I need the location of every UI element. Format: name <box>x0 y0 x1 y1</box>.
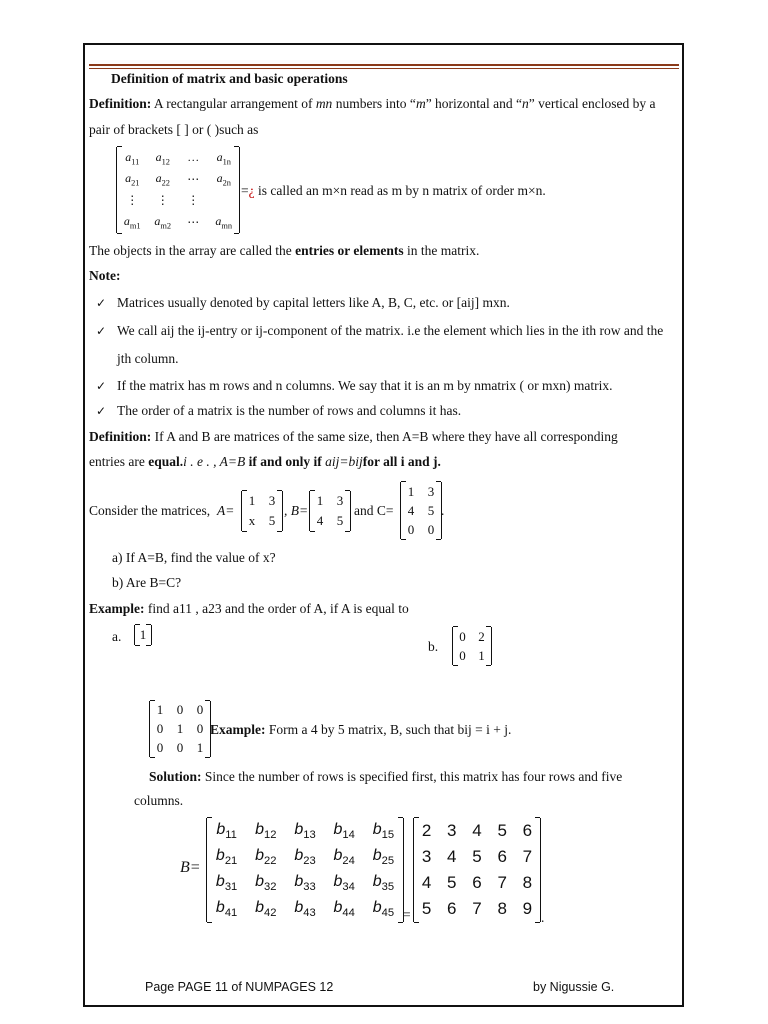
matrix-cell: $b_{31}$ <box>215 872 238 894</box>
definition-n: n <box>522 96 529 111</box>
b-equals: = <box>403 907 411 922</box>
solution-line-1 <box>149 769 622 785</box>
matrix-cell: $a_{11}$ <box>125 149 140 166</box>
matrix-cell: 6 <box>472 873 482 892</box>
general-matrix-caption <box>241 183 546 199</box>
definition-2-line-1 <box>89 429 618 445</box>
definition-2-label: Definition: <box>89 429 152 444</box>
matrix-cell: 6 <box>522 821 533 840</box>
checkmark-icon: ✓ <box>96 296 107 310</box>
definition-text-2: numbers into “ <box>335 96 416 111</box>
definition-2-line-2 <box>89 454 441 470</box>
matrix-cell: 0 <box>176 739 184 755</box>
matrix-cell: 5 <box>497 821 507 840</box>
b-period: . <box>541 910 545 925</box>
matrix-cell: 5 <box>421 899 432 918</box>
note-item-1: Matrices usually denoted by capital letters like A, B, C, etc. or [aij] mxn. <box>117 295 510 310</box>
matrix-cell: $b_{44}$ <box>333 898 355 920</box>
def2-end: i and j. <box>400 454 441 469</box>
matrix-c <box>400 482 445 539</box>
question-a: a) If A=B, find the value of x? <box>112 550 276 565</box>
part-a-matrix <box>134 625 152 645</box>
example-2-text: Form a 4 by 5 matrix, B, such that bij = i + j. <box>268 722 512 737</box>
def2-bold: equal. <box>148 454 184 469</box>
checkmark-icon: ✓ <box>96 379 107 393</box>
matrix-cell: 1 <box>176 720 184 736</box>
part-b-label: b. <box>428 639 439 654</box>
example-1-label: Example: <box>89 601 145 616</box>
matrix-cell: 7 <box>472 899 482 918</box>
matrix-cell: $b_{13}$ <box>294 820 316 842</box>
matrix-cell: 0 <box>176 702 184 718</box>
matrix-cell: 5 <box>427 502 435 518</box>
matrix-a <box>241 491 283 531</box>
def2-bold3: for all <box>362 454 398 469</box>
matrix-cell: 6 <box>497 847 507 866</box>
matrix-b <box>309 491 351 531</box>
matrix-cell: 8 <box>497 899 507 918</box>
matrix-cell: 5 <box>447 873 457 892</box>
part-a-label: a. <box>112 629 122 644</box>
matrix-cell: $a_{m1}$ <box>123 214 141 231</box>
matrix-cell: 7 <box>497 873 507 892</box>
and-c-label: and C= <box>354 503 394 518</box>
matrix-cell: 1 <box>196 739 204 755</box>
matrix-caption-text: is called an m×n read as m by n matrix of order m×n. <box>258 183 546 198</box>
matrix-cell: ⋮ <box>156 193 169 208</box>
definition-label: Definition: <box>89 96 152 111</box>
note-item-3: If the matrix has m rows and n columns. We say that it is an m by nmatrix ( or mxn) matrix. <box>117 378 613 393</box>
solution-label: Solution: <box>149 769 202 784</box>
checkmark-icon: ✓ <box>96 404 107 418</box>
definition-text-1: A rectangular arrangement of <box>153 96 313 111</box>
matrix-cell: 3 <box>447 821 457 840</box>
matrix-cell: $b_{11}$ <box>216 820 237 842</box>
matrix-cell: $a_{mn}$ <box>215 214 233 231</box>
solution-text: Since the number of rows is specified first, this matrix has four rows and five <box>204 769 623 784</box>
matrix-cell: 2 <box>421 821 432 840</box>
matrix-cell: $b_{34}$ <box>333 872 355 894</box>
definition-paragraph <box>89 96 655 112</box>
title-rule-thin <box>89 68 679 69</box>
entries-pre: The objects in the array are called the <box>89 243 292 258</box>
matrix-cell: … <box>187 150 200 165</box>
note-item-2-cont: jth column. <box>117 351 179 366</box>
note-item-4: The order of a matrix is the number of rows and columns it has. <box>117 403 462 418</box>
matrix-cell: $b_{14}$ <box>333 820 355 842</box>
general-matrix <box>116 147 240 233</box>
matrix-cell: ⋮ <box>187 193 200 208</box>
page-footer-right: by Nigussie G. <box>533 980 615 994</box>
consider-text: Consider the matrices, <box>89 503 211 518</box>
matrix-cell: 3 <box>427 483 435 499</box>
def2-bold2: if and only if <box>248 454 322 469</box>
matrix-cell: ⋯ <box>187 214 200 229</box>
matrix-cell: 0 <box>459 628 466 644</box>
a-label: A= <box>217 503 235 518</box>
matrix-cell: 5 <box>268 513 276 528</box>
matrix-cell: 0 <box>196 720 204 736</box>
matrix-cell: 5 <box>336 513 344 528</box>
example-1 <box>89 601 409 617</box>
matrix-cell: $b_{21}$ <box>215 846 238 868</box>
matrix-cell: 1 <box>248 493 256 508</box>
matrix-cell: $b_{43}$ <box>294 898 316 920</box>
def2-pre: entries are <box>89 454 145 469</box>
matrix-cell: 0 <box>427 521 435 537</box>
part-b-matrix <box>452 627 492 665</box>
matrix-cell: 1 <box>139 627 147 642</box>
section-title: Definition of matrix and basic operations <box>111 71 348 86</box>
matrix-cell: $a_{22}$ <box>155 171 170 188</box>
matrix-cell: 9 <box>522 899 533 918</box>
matrix-cell: 5 <box>472 847 482 866</box>
matrix-cell: $a_{21}$ <box>125 171 140 188</box>
matrix-cell: $b_{15}$ <box>372 820 395 842</box>
matrix-cell: 4 <box>447 847 457 866</box>
matrix-cell: $b_{32}$ <box>255 872 277 894</box>
matrix-cell: 0 <box>156 739 164 755</box>
b-numeric-matrix <box>413 818 541 922</box>
matrix-cell: $b_{12}$ <box>255 820 277 842</box>
matrix-cell: $b_{22}$ <box>255 846 277 868</box>
matrix-cell: $a_{12}$ <box>155 149 170 166</box>
matrix-cell: 8 <box>522 873 533 892</box>
definition-text-3: ” horizontal and “ <box>425 96 523 111</box>
definition-m: m <box>415 96 426 111</box>
identity-matrix <box>149 701 211 757</box>
matrix-cell: $b_{42}$ <box>255 898 277 920</box>
definition-line-2: pair of brackets [ ] or ( )such as <box>89 122 259 137</box>
matrix-cell: 4 <box>421 873 432 892</box>
matrix-cell: 2 <box>478 628 485 644</box>
matrix-cell: $b_{35}$ <box>372 872 395 894</box>
matrix-cell: 1 <box>156 702 164 718</box>
matrix-cell: 3 <box>268 493 276 508</box>
example-1-text: find a11 , a23 and the order of A, if A is equal to <box>147 601 409 616</box>
solution-line-2: columns. <box>134 793 184 808</box>
definition-text-4: ” vertical enclosed by a <box>528 96 656 111</box>
matrix-cell: ⋮ <box>126 193 139 208</box>
matrix-cell: 7 <box>522 847 533 866</box>
matrix-cell: $b_{33}$ <box>294 872 316 894</box>
matrix-cell: x <box>248 513 256 528</box>
matrix-cell: $b_{25}$ <box>372 846 395 868</box>
entries-post: in the matrix. <box>407 243 480 258</box>
note-label: Note: <box>89 268 121 283</box>
entries-sentence <box>89 243 479 259</box>
matrix-cell: 1 <box>478 647 485 663</box>
matrix-cell: 0 <box>156 720 164 736</box>
matrix-cell: 1 <box>407 483 415 499</box>
red-mark: ¿ <box>248 183 255 198</box>
matrix-cell: 4 <box>316 513 324 528</box>
example-2-label: Example: <box>210 722 266 737</box>
entries-bold: entries or elements <box>295 243 404 258</box>
equals-sign: = <box>241 183 249 198</box>
matrix-cell: 0 <box>459 647 466 663</box>
note-item-2: We call aij the ij-entry or ij-component of the matrix. i.e the element which lies in the ith row and the <box>117 323 664 338</box>
matrix-cell: $a_{m2}$ <box>154 214 172 231</box>
definition-2-text: If A and B are matrices of the same size, then A=B where they have all corresponding <box>154 429 618 444</box>
period: . <box>441 503 445 518</box>
b-symbolic-matrix <box>206 818 404 922</box>
matrix-cell: $a_{1n}$ <box>216 149 231 166</box>
matrix-cell: 6 <box>447 899 457 918</box>
matrix-cell: 1 <box>316 493 324 508</box>
def2-eq: aij=bij <box>325 454 363 469</box>
matrix-cell: $b_{41}$ <box>215 898 238 920</box>
matrix-cell: 3 <box>421 847 432 866</box>
example-2 <box>210 722 511 738</box>
matrix-cell: 3 <box>336 493 344 508</box>
matrix-cell: $a_{2n}$ <box>216 171 231 188</box>
matrix-cell: $b_{23}$ <box>294 846 316 868</box>
question-b: b) Are B=C? <box>112 575 182 590</box>
definition-mn: mn <box>315 96 333 111</box>
matrix-cell: 4 <box>472 821 482 840</box>
b-label: , B= <box>284 503 309 518</box>
def2-mid: i . e . , A=B <box>183 454 246 469</box>
matrix-cell: $b_{24}$ <box>333 846 355 868</box>
matrix-cell: 4 <box>407 502 415 518</box>
matrix-cell: 0 <box>196 702 204 718</box>
checkmark-icon: ✓ <box>96 324 107 338</box>
b-matrix-label: B= <box>180 859 201 876</box>
title-rule <box>89 64 679 66</box>
matrix-cell: 0 <box>407 521 415 537</box>
matrix-cell: ⋯ <box>187 171 200 186</box>
page-footer-left: Page PAGE 11 of NUMPAGES 12 <box>145 980 334 994</box>
matrix-cell: $b_{45}$ <box>372 898 395 920</box>
